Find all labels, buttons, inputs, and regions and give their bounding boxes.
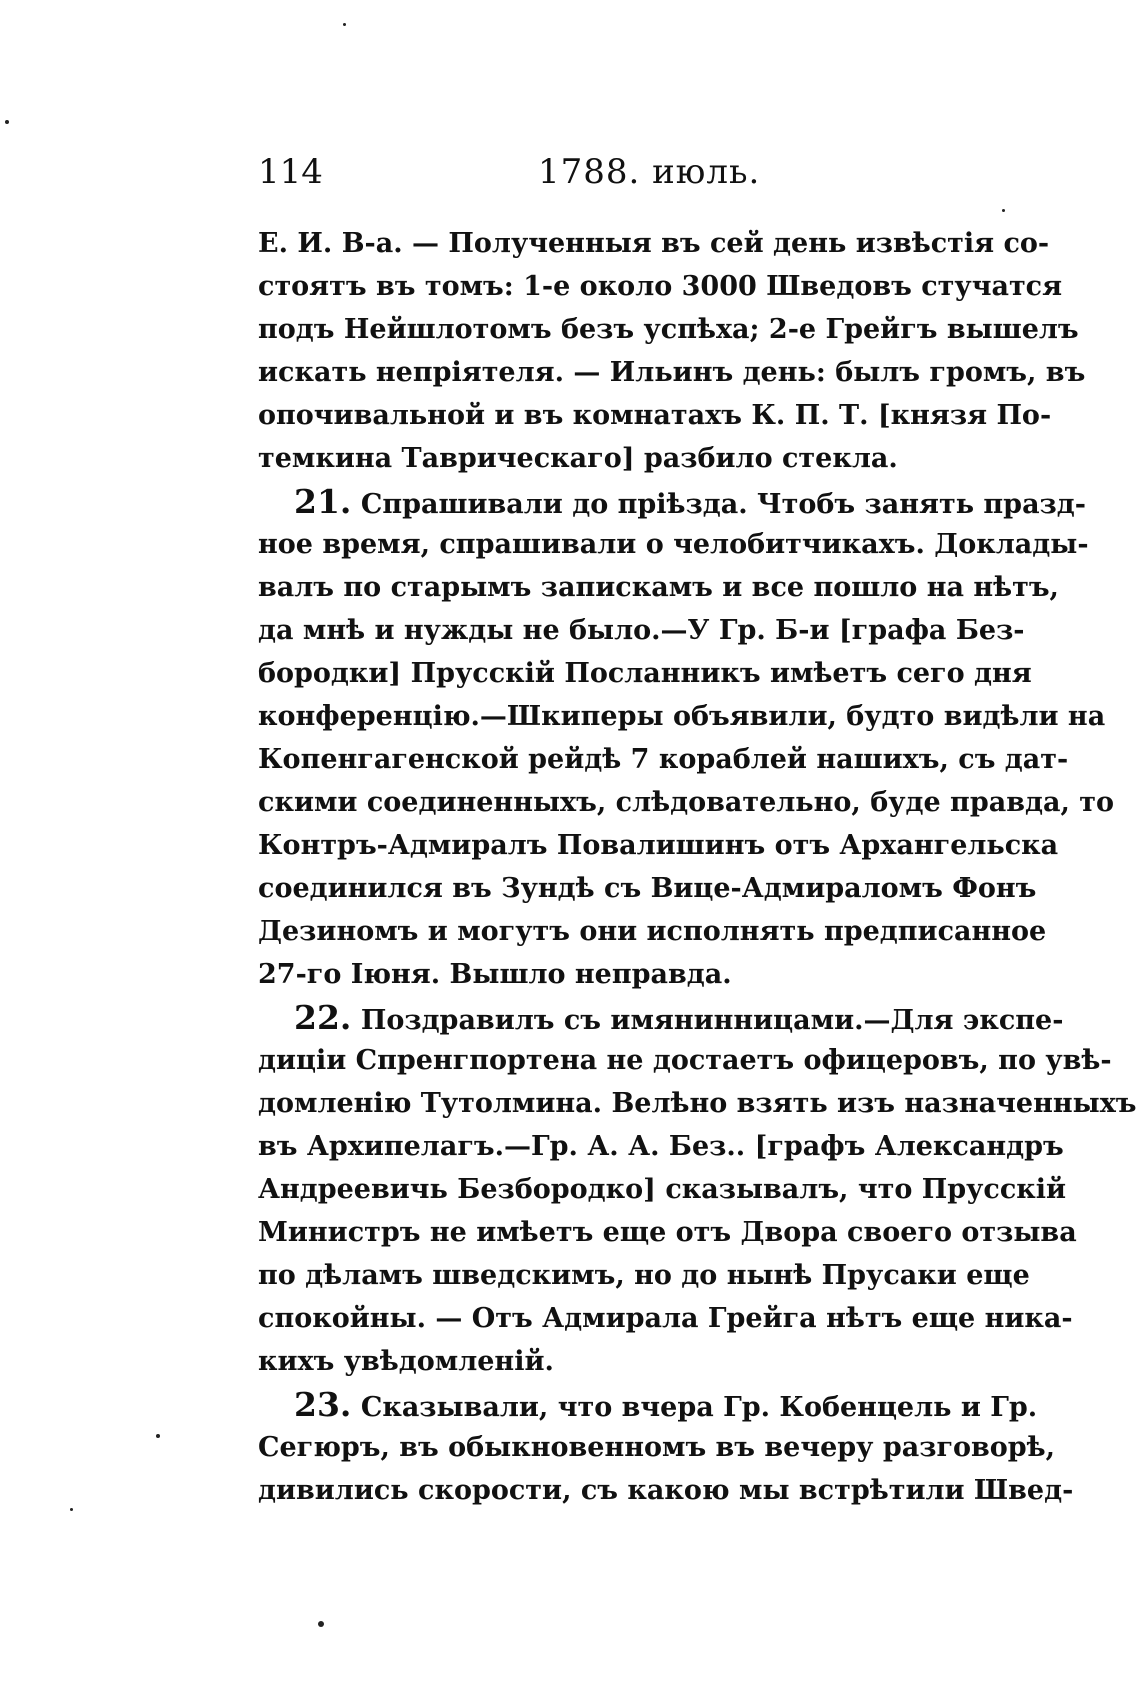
text-fragment: Поздравилъ съ имянинницами.—Для экспе- [360,1005,1064,1036]
text-line: конференцію.—Шкиперы объявили, будто видѣли на [258,701,1106,732]
text-line: подъ Нейшлотомъ безъ успѣха; 2-е Грейгъ вышелъ [258,314,1079,345]
entry-first-line [258,996,1064,1039]
text-line: дивились скорости, съ какою мы встрѣтили Швед- [258,1475,1074,1506]
text-line: темкина Таврическаго] разбило стекла. [258,443,898,474]
body-text [258,222,1137,1512]
text-line: домленію Тутолмина. Велѣно взять изъ назначенныхъ [258,1088,1137,1119]
text-line: кихъ увѣдомленій. [258,1346,554,1377]
page-number: 114 [258,152,323,192]
text-line: искать непріятеля. — Ильинъ день: былъ громъ, въ [258,357,1086,388]
text-line: Министръ не имѣетъ еще отъ Двора своего отзыва [258,1217,1077,1248]
text-line: 27-го Іюня. Вышло неправда. [258,959,732,990]
entry-number: 22. [294,998,352,1037]
text-line: да мнѣ и нужды не было.—У Гр. Б-и [графа Без- [258,615,1025,646]
text-fragment: Сказывали, что вчера Гр. Кобенцель и Гр. [360,1392,1038,1423]
text-line: бородки] Прусскій Посланникъ имѣетъ сего дня [258,658,1032,689]
text-line: опочивальной и въ комнатахъ К. П. Т. [князя По- [258,400,1052,431]
scan-speck [70,1508,73,1511]
page-header [258,148,988,196]
scan-speck [318,1621,324,1627]
text-line: стоятъ въ томъ: 1-е около 3000 Шведовъ стучатся [258,271,1063,302]
text-line: соединился въ Зундѣ съ Вице-Адмираломъ Фонъ [258,873,1037,904]
scan-speck [156,1434,160,1438]
text-line: Сегюръ, въ обыкновенномъ въ вечеру разговорѣ, [258,1432,1056,1463]
scan-speck [343,23,346,26]
text-line: Е. И. В-а. — Полученныя въ сей день извѣстія со- [258,228,1050,259]
text-line: скими соединенныхъ, слѣдовательно, буде правда, то [258,787,1114,818]
entry-first-line [258,480,1086,523]
text-line: по дѣламъ шведскимъ, но до нынѣ Прусаки еще [258,1260,1030,1291]
entry-number: 23. [294,1385,352,1424]
text-line: валъ по старымъ запискамъ и все пошло на нѣтъ, [258,572,1059,603]
text-line: въ Архипелагъ.—Гр. А. А. Без.. [графъ Александръ [258,1131,1064,1162]
text-line: Копенгагенской рейдѣ 7 кораблей нашихъ, съ дат- [258,744,1069,775]
text-line: ное время, спрашивали о челобитчикахъ. Доклады- [258,529,1089,560]
scan-speck [1002,209,1005,212]
text-line: спокойны. — Отъ Адмирала Грейга нѣтъ еще ника- [258,1303,1073,1334]
running-head: 1788. июль. [538,152,761,192]
entry-first-line [258,1383,1038,1426]
text-line: Контръ-Адмиралъ Повалишинъ отъ Архангельска [258,830,1059,861]
text-line: диціи Спренгпортена не достаетъ офицеровъ, по увѣ- [258,1045,1112,1076]
text-line: Дезиномъ и могутъ они исполнять предписанное [258,916,1047,947]
scan-speck [5,120,9,124]
entry-number: 21. [294,482,352,521]
text-line: Андреевичь Безбородко] сказывалъ, что Прусскій [258,1174,1067,1205]
text-fragment: Спрашивали до пріѣзда. Чтобъ занять празд- [360,489,1086,520]
